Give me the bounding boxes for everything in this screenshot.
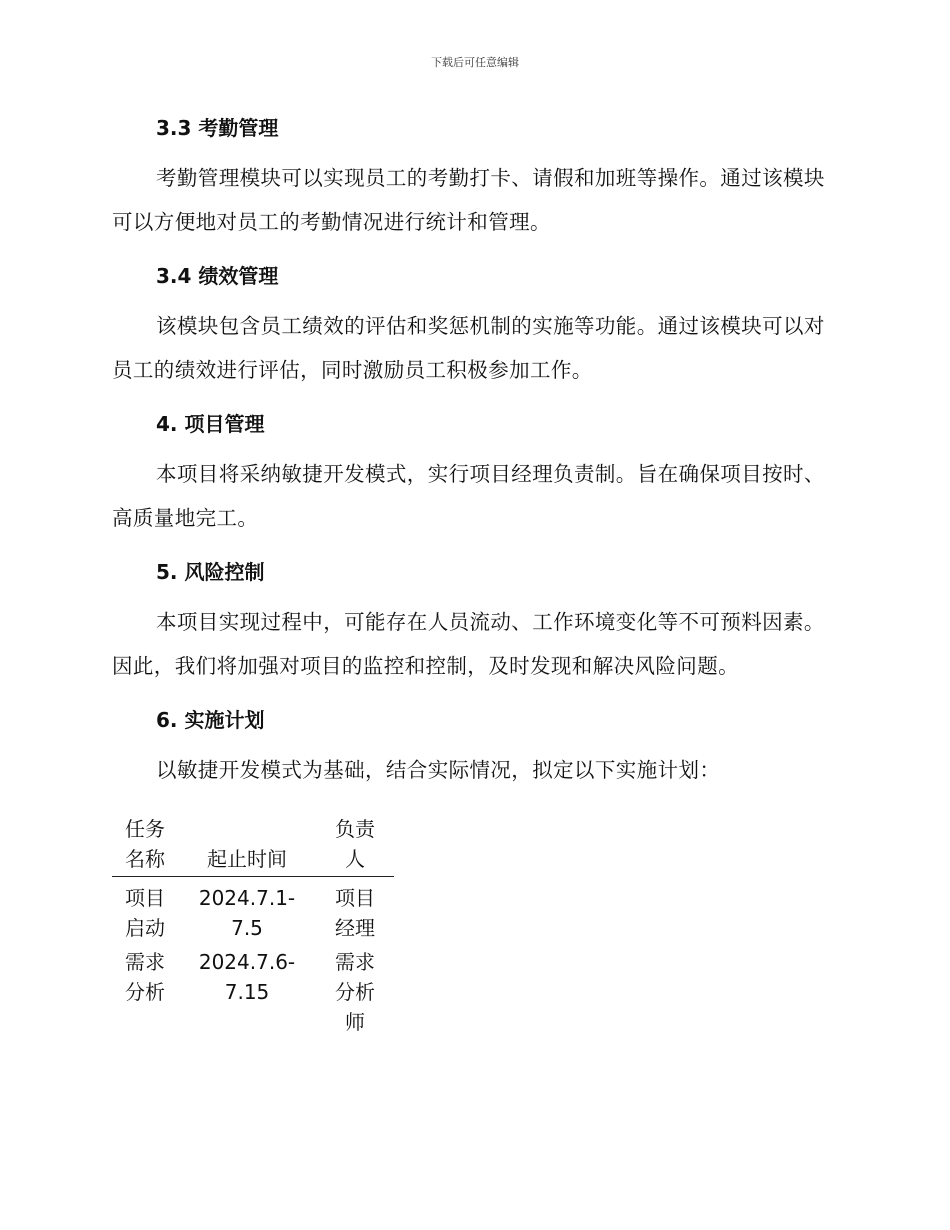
table-cell-period: 2024.7.6-7.15 <box>198 950 296 1004</box>
column-header-task-name: 任务名称 <box>112 814 178 877</box>
column-header-owner: 负责人 <box>316 814 394 877</box>
section-paragraph-3-4: 该模块包含员工绩效的评估和奖惩机制的实施等功能。通过该模块可以对员工的绩效进行评估，同时激励员工积极参加工作。 <box>112 314 825 382</box>
table-row <box>112 877 394 948</box>
section-paragraph-4: 本项目将采纳敏捷开发模式，实行项目经理负责制。旨在确保项目按时、高质量地完工。 <box>112 462 825 530</box>
table-cell-task: 需求分析 <box>125 950 165 1004</box>
table-cell-owner: 需求分析师 <box>335 950 375 1034</box>
section-heading-5: 5. 风险控制 <box>156 560 265 584</box>
section-heading-4: 4. 项目管理 <box>156 412 265 436</box>
table-cell-period: 2024.7.1-7.5 <box>198 886 296 940</box>
table-cell-owner: 项目经理 <box>335 886 375 940</box>
document-body <box>112 112 832 1041</box>
column-header-period: 起止时间 <box>178 814 316 877</box>
table-row <box>112 947 394 1041</box>
section-heading-3-4: 3.4 绩效管理 <box>156 264 279 288</box>
section-paragraph-6: 以敏捷开发模式为基础，结合实际情况，拟定以下实施计划： <box>156 758 721 782</box>
table-cell-task: 项目启动 <box>125 886 165 940</box>
section-heading-6: 6. 实施计划 <box>156 708 265 732</box>
section-paragraph-3-3: 考勤管理模块可以实现员工的考勤打卡、请假和加班等操作。通过该模块可以方便地对员工的考勤情况进行统计和管理。 <box>112 166 825 234</box>
section-paragraph-5: 本项目实现过程中，可能存在人员流动、工作环境变化等不可预料因素。因此，我们将加强对项目的监控和控制，及时发现和解决风险问题。 <box>112 610 825 678</box>
section-heading-3-3: 3.3 考勤管理 <box>156 116 279 140</box>
table-header-row <box>112 814 394 877</box>
header-note: 下载后可任意编辑 <box>431 56 519 69</box>
implementation-plan-table <box>112 814 394 1041</box>
